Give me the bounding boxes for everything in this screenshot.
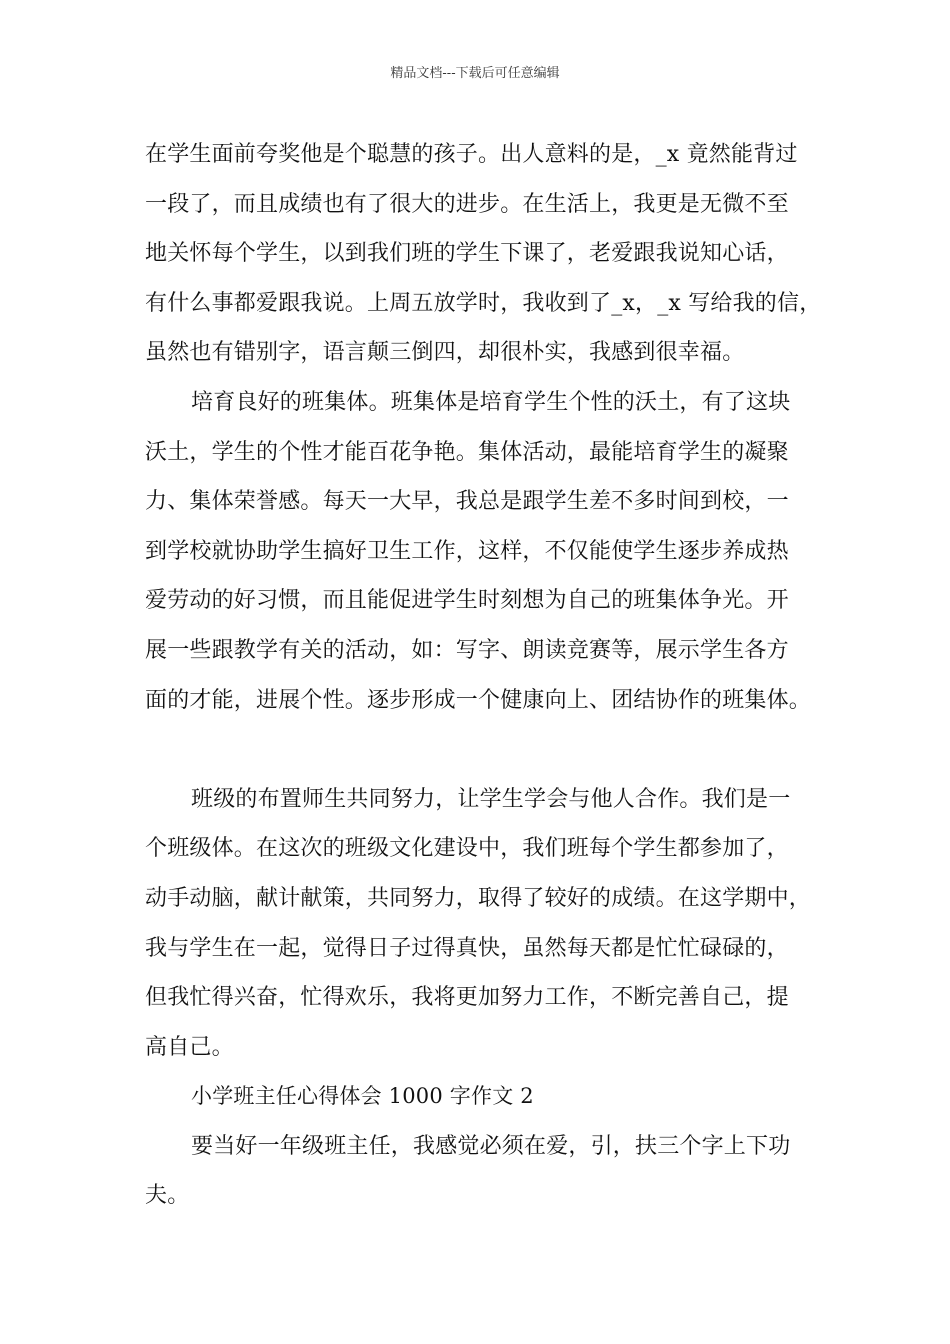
text-line: 个班级体。在这次的班级文化建设中，我们班每个学生都参加了， bbox=[145, 836, 789, 862]
text-line: 有什么事都爱跟我说。上周五放学时，我收到了_x，_x 写给我的信， bbox=[145, 290, 822, 316]
text-line: 夫。 bbox=[145, 1183, 190, 1209]
text-line: 展一些跟教学有关的活动，如：写字、朗读竞赛等，展示学生各方 bbox=[145, 637, 789, 663]
text-line: 我与学生在一起，觉得日子过得真快，虽然每天都是忙忙碌碌的， bbox=[145, 935, 789, 961]
text-line: 虽然也有错别字，语言颠三倒四，却很朴实，我感到很幸福。 bbox=[145, 340, 745, 366]
paragraph-5 bbox=[145, 1122, 815, 1221]
paragraph-1 bbox=[145, 130, 822, 378]
document-body bbox=[145, 130, 822, 1221]
text-line: 要当好一年级班主任，我感觉必须在爱，引，扶三个字上下功 bbox=[191, 1133, 791, 1159]
text-line: 一段了，而且成绩也有了很大的进步。在生活上，我更是无微不至 bbox=[145, 191, 789, 217]
text-line: 高自己。 bbox=[145, 1034, 234, 1060]
text-line: 到学校就协助学生搞好卫生工作，这样，不仅能使学生逐步养成热 bbox=[145, 538, 789, 564]
heading-line: 小学班主任心得体会 1000 字作文 2 bbox=[191, 1084, 534, 1109]
text-line: 但我忙得兴奋，忙得欢乐，我将更加努力工作，不断完善自己，提 bbox=[145, 985, 789, 1011]
text-line: 动手动脑，献计献策，共同努力，取得了较好的成绩。在这学期中， bbox=[145, 885, 812, 911]
paragraph-gap bbox=[145, 725, 815, 775]
text-line: 培育良好的班集体。班集体是培育学生个性的沃土，有了这块 bbox=[191, 389, 791, 415]
paragraph-3 bbox=[145, 775, 815, 1073]
text-line: 面的才能，进展个性。逐步形成一个健康向上、团结协作的班集体。 bbox=[145, 687, 812, 713]
text-line: 在学生面前夸奖他是个聪慧的孩子。出人意料的是，_x 竟然能背过 bbox=[145, 142, 798, 167]
text-line: 班级的布置师生共同努力，让学生学会与他人合作。我们是一 bbox=[191, 786, 791, 812]
text-line: 沃土，学生的个性才能百花争艳。集体活动，最能培育学生的凝聚 bbox=[145, 439, 789, 465]
text-line: 地关怀每个学生，以到我们班的学生下课了，老爱跟我说知心话， bbox=[145, 241, 789, 267]
section-heading bbox=[145, 1072, 815, 1122]
paragraph-2 bbox=[145, 378, 815, 725]
page-header: 精品文档---下载后可任意编辑 bbox=[390, 66, 560, 81]
text-line: 爱劳动的好习惯，而且能促进学生时刻想为自己的班集体争光。开 bbox=[145, 588, 789, 614]
text-line: 力、集体荣誉感。每天一大早，我总是跟学生差不多时间到校，一 bbox=[145, 489, 789, 515]
